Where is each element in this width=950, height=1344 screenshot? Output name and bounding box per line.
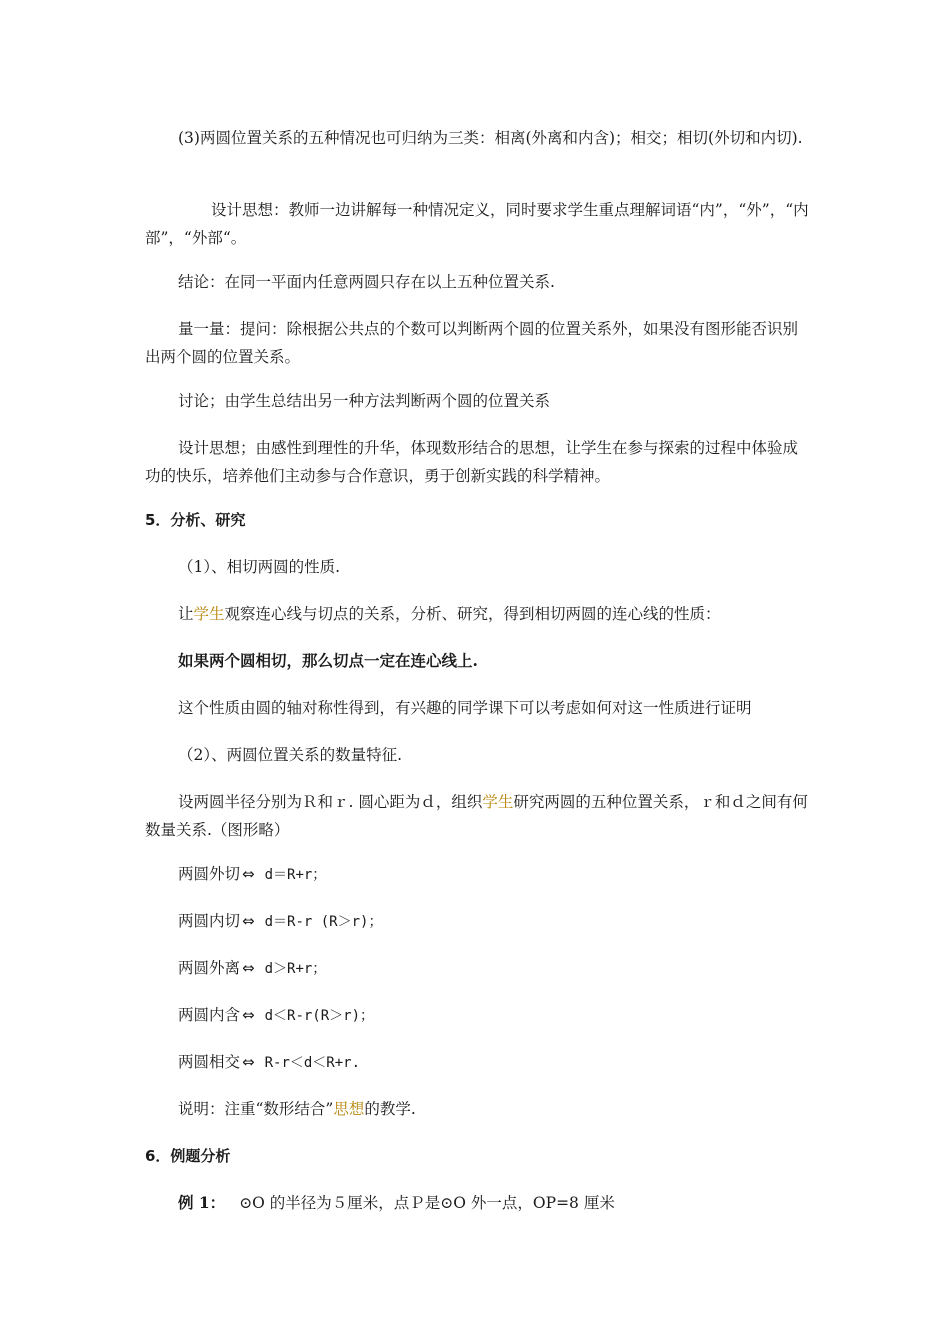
relation-external-tangent: 两圆外切 ⇔ d＝R+r； xyxy=(178,860,326,889)
example-1 xyxy=(178,1189,615,1217)
example-label: 例 1： xyxy=(178,1193,226,1212)
section-heading-6: 6．例题分析 xyxy=(145,1147,231,1165)
relation-contained: 两圆内含 ⇔ d＜R-r(R＞r)； xyxy=(178,1001,374,1030)
paragraph-discussion: 讨论；由学生总结出另一种方法判断两个圆的位置关系 xyxy=(178,392,551,410)
paragraph-design-idea-2: 设计思想；由感性到理性的升华，体现数形结合的思想，让学生在参与探索的过程中体验成功的快乐，培养他们主动参与合作意识，勇于创新实践的科学精神。 xyxy=(145,439,799,485)
paragraph-symmetry-proof: 这个性质由圆的轴对称性得到，有兴趣的同学课下可以考虑如何对这一性质进行证明 xyxy=(178,699,752,717)
section-heading-5: 5．分析、研究 xyxy=(145,511,246,529)
equivalence-arrow-icon: ⇔ xyxy=(242,1053,255,1071)
bold-property-statement: 如果两个圆相切，那么切点一定在连心线上. xyxy=(178,651,478,670)
paragraph-three-categories: (3)两圆位置关系的五种情况也可归纳为三类：相离(外离和内含)；相交；相切(外切和内切). xyxy=(178,129,803,147)
relation-internal-tangent: 两圆内切 ⇔ d＝R-r (R＞r)； xyxy=(178,907,382,936)
equivalence-arrow-icon: ⇔ xyxy=(242,1006,255,1024)
paragraph-measure-question: 量一量：提问：除根据公共点的个数可以判断两个圆的位置关系外，如果没有图形能否识别出两个圆的位置关系。 xyxy=(145,320,799,366)
paragraph-conclusion: 结论：在同一平面内任意两圆只存在以上五种位置关系. xyxy=(178,273,555,291)
paragraph-note: 说明：注重“数形结合”思想的教学. xyxy=(178,1100,416,1118)
example-text: ⊙O 的半径为５厘米，点Ｐ是⊙O 外一点，OP=8 厘米 xyxy=(239,1194,615,1212)
equivalence-arrow-icon: ⇔ xyxy=(242,912,255,930)
relation-external-separate: 两圆外离 ⇔ d＞R+r； xyxy=(178,954,326,983)
subheading-tangent-property: （1）、相切两圆的性质. xyxy=(178,558,341,576)
paragraph-radii-setup: 设两圆半径分别为Ｒ和ｒ. 圆心距为ｄ，组织学生研究两圆的五种位置关系，ｒ和ｄ之间有何数量关系.（图形略） xyxy=(145,793,808,839)
equivalence-arrow-icon: ⇔ xyxy=(242,959,255,977)
paragraph-observe: 让学生观察连心线与切点的关系，分析、研究，得到相切两圆的连心线的性质： xyxy=(178,605,721,623)
subheading-quantitative-features: （2）、两圆位置关系的数量特征. xyxy=(178,746,403,764)
equivalence-arrow-icon: ⇔ xyxy=(242,865,255,883)
paragraph-design-idea-1: 设计思想：教师一边讲解每一种情况定义，同时要求学生重点理解词语“内”，“外”，“内部”，“外部“。 xyxy=(145,201,809,247)
relation-intersect: 两圆相交 ⇔ R-r＜d＜R+r. xyxy=(178,1048,360,1077)
